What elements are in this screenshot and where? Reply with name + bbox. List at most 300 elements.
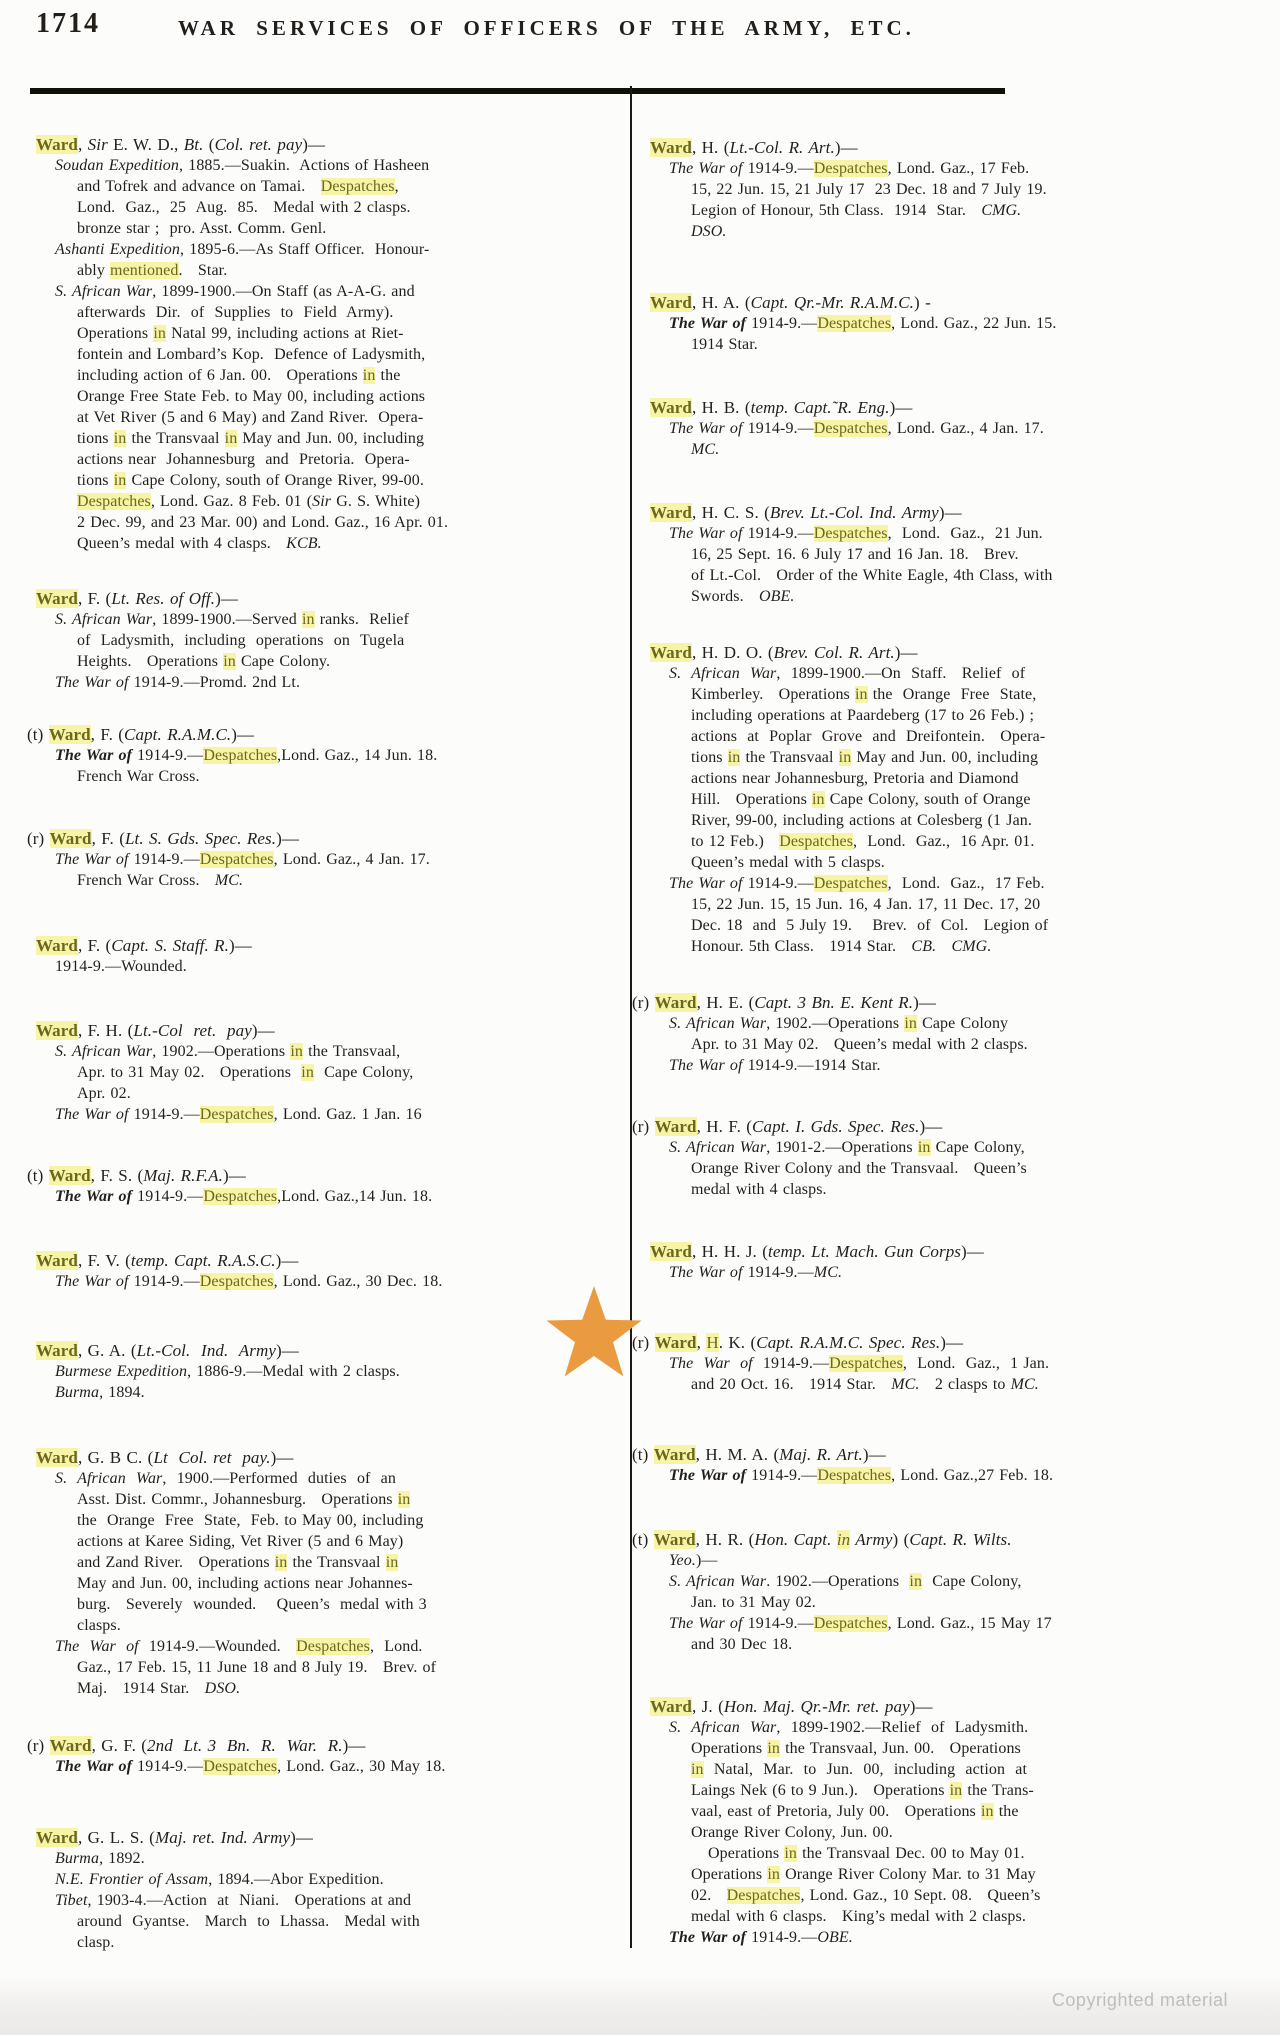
highlighted-text: Ward [650,138,692,157]
text-segment: , 1899-1900.—On Staff (as A-A-G. and [152,283,415,300]
text-segment: DSO. [204,1680,241,1697]
text-segment: )— [215,589,238,608]
text-segment: The War of [55,747,133,764]
text-segment: The War of [669,875,743,892]
text-segment: MC. [214,872,244,889]
text-segment: medal with 4 clasps. [691,1181,827,1198]
right-column [632,137,1057,1948]
entry-header [650,642,995,663]
text-segment: Maj. R.F.A. [143,1166,223,1185]
text-segment: , H. C. S. ( [691,503,770,522]
text-segment: Brev. Lt.-Col. Ind. Army [769,503,939,522]
text-segment: Apr. to 31 May 02. Queen’s medal with 2 clasps. [691,1036,1028,1053]
text-segment: 1914-9.— [132,747,204,764]
text-segment: Lt Col. ret pay. [153,1448,271,1467]
entry-header [27,724,476,745]
text-segment: the Orange Free State, Feb. to May 00, including [77,1512,424,1529]
text-segment: 1914-9.— [742,525,814,542]
entry-header [632,992,995,1013]
text-segment: The War of [669,160,743,177]
text-segment: ,Lond. Gaz.,14 Jun. 18. [277,1188,433,1205]
text-segment: Orange River Colony Mar. to 31 May [779,1866,1036,1883]
text-segment: Yeo. [669,1552,696,1569]
text-segment: The War of [55,851,129,868]
text-segment: 1914-9.—Wounded. [138,1638,297,1655]
text-segment: 1914-9.— [742,420,814,437]
officer-entry [36,1827,476,1953]
entry-line [691,1738,1021,1759]
text-segment: 15, 22 Jun. 15, 21 July 17 23 Dec. 18 and 7 July 19. [691,181,1047,198]
text-segment: May and Jun. 00, including [237,430,425,447]
text-segment: Gaz., 17 Feb. 15, 11 June 18 and 8 July 19. Brev. of [77,1659,437,1676]
text-segment: 1914-9.— [132,1758,204,1775]
text-segment: Sir [87,135,108,154]
entry-line [55,1848,476,1869]
text-segment: , Lond. Gaz., 4 Jan. 17. [273,851,430,868]
officer-entry [650,137,1047,242]
text-segment: River, 99-00, including actions at Colesberg (1 Jan. [691,812,1032,829]
entry-header [27,1165,476,1186]
highlighted-text: in [224,430,238,447]
text-segment: , Lond. Gaz., 4 Jan. 17. [887,420,1044,437]
text-segment: , H. D. O. ( [691,643,774,662]
highlighted-text: Ward [650,643,692,662]
text-segment: S. African War [669,1719,777,1736]
text-segment: MC. [891,1376,920,1393]
entry-line [691,1906,1026,1927]
text-segment: Queen’s medal with 5 clasps. [691,854,885,871]
text-segment: The War of [669,525,743,542]
text-segment: Maj. R. Art. [779,1445,863,1464]
entry-line [77,1573,476,1594]
entry-line [669,1137,1025,1158]
entry-line [669,1550,995,1571]
text-segment: , G. B C. ( [77,1448,154,1467]
text-segment: )— [862,1445,886,1464]
entry-line [55,1186,476,1207]
entry-line [55,1756,476,1777]
text-segment: the Transvaal Dec. 00 to May 01. [796,1845,1025,1862]
highlighted-text: Ward [48,1166,91,1185]
text-segment: , Lond. Gaz. 1 Jan. 16 [273,1106,422,1123]
entry-line [77,407,476,428]
text-segment: including action of 6 Jan. 00. Operations [77,367,363,384]
text-segment: , 1901-2.—Operations [766,1139,918,1156]
highlighted-text: in [917,1139,931,1156]
entry-line [691,1885,1041,1906]
officer-entry [650,1696,1041,1948]
text-segment: bronze star ; pro. Asst. Comm. Genl. [77,220,327,237]
text-segment: The War of [669,315,747,332]
entry-line [691,1759,1028,1780]
text-segment: G. S. White) [331,493,420,510]
text-segment: CB. [911,938,937,955]
entry-line [55,281,476,302]
text-segment: , [394,178,399,195]
highlighted-text: in [980,1803,994,1820]
text-segment: tions [77,430,114,447]
text-segment: S. African War [55,1470,163,1487]
officer-entry [27,1735,476,1777]
text-segment: CMG. [951,938,992,955]
highlighted-text: in [904,1015,917,1032]
entry-line [77,491,476,512]
highlighted-text: Ward [650,1697,692,1716]
entry-line [669,1571,1022,1592]
entry-header [650,1696,995,1717]
highlighted-text: Ward [654,1333,697,1352]
entry-line [691,852,995,873]
highlighted-text: Despatches [813,875,888,892]
entry-line [691,1780,1034,1801]
text-segment: , 1886-9.—Medal with 2 clasps. [187,1363,400,1380]
text-segment: 16, 25 Sept. 16. 6 July 17 and 16 Jan. 18. Brev. [691,546,1019,563]
text-segment: Cape Colony, south of Orange River, 99-00. [126,472,424,489]
entry-line [55,1271,476,1292]
entry-line [691,200,1022,221]
text-segment: May and Jun. 00, including [851,749,1039,766]
entry-line [669,663,1026,684]
text-segment: )— [251,1021,275,1040]
text-segment: MC. [691,441,720,458]
entry-line [55,956,476,977]
entry-line [77,651,476,672]
entry-line [77,386,476,407]
entry-line [55,849,476,870]
text-segment: Operations [691,1866,768,1883]
text-segment: , 1899-1900.—On Staff. Relief of [776,665,1026,682]
text-segment: around Gyantse. March to Lhassa. Medal with [77,1913,420,1930]
entry-line [55,1104,476,1125]
entry-line [77,533,476,554]
entry-line [77,1932,476,1953]
text-segment: Jan. to 31 May 02. [691,1594,816,1611]
text-segment: , Lond. Gaz., 15 May 17 [887,1615,1052,1632]
entry-line [77,1552,476,1573]
entry-line [77,766,476,787]
entry-line [691,915,1049,936]
entry-line [691,894,1041,915]
text-segment: )— [834,138,858,157]
text-segment: 1914-9.—Promd. 2nd Lt. [128,674,301,691]
text-segment: Orange Free State Feb. to May 00, including actions [77,388,426,405]
text-segment: , 1899-1900.—Served [152,611,302,628]
text-segment: and 30 Dec 18. [691,1636,793,1653]
text-segment: , 1894.—Abor Expedition. [208,1871,384,1888]
entry-header [27,1735,476,1756]
entry-header [36,134,476,155]
highlighted-text: in [767,1866,780,1883]
highlighted-text: Despatches [817,1467,892,1484]
text-segment: . Star. [178,262,228,279]
entry-line [55,1890,476,1911]
text-segment: MC. [1010,1376,1039,1393]
highlighted-text: in [727,749,741,766]
header-rule [30,88,1005,94]
page-number: 1714 [36,8,100,39]
text-segment: , 1902.—Operations [152,1043,291,1060]
text-segment: The War of [669,1929,747,1946]
highlighted-text: Ward [48,725,91,744]
text-segment: ) - [914,293,931,312]
entry-header [650,137,995,158]
entry-line [55,1382,476,1403]
text-segment: The War of [669,1615,743,1632]
text-segment: , F. ( [90,725,125,744]
entry-line [691,221,995,242]
text-segment: , Lond. Gaz., 30 May 18. [277,1758,446,1775]
text-segment: , Lond. Gaz. 8 Feb. 01 ( [150,493,313,510]
entry-header [650,397,995,418]
highlighted-text: in [784,1845,797,1862]
officer-entry [650,397,1044,460]
text-segment: The War of [669,420,743,437]
highlighted-text: in [113,430,127,447]
highlighted-text: Despatches [199,1106,274,1123]
text-segment: 1914-9.— [746,315,818,332]
text-segment: of Lt.-Col. Order of the White Eagle, 4th Class, with [691,567,1053,584]
highlighted-text: Ward [653,1530,696,1549]
text-segment: Hon. Capt. [754,1530,837,1549]
highlighted-text: in [949,1782,963,1799]
entry-line [77,176,476,197]
text-segment: KCB. [286,535,322,552]
text-segment: 1914-9.— [746,1929,818,1946]
text-segment: Cape Colony. [235,653,331,670]
entry-header [650,502,995,523]
text-segment: the Transvaal [126,430,225,447]
entry-header [632,1116,995,1137]
highlighted-text: Ward [36,589,78,608]
entry-line [77,323,476,344]
text-segment: Hill. Operations [691,791,812,808]
text-segment: Cape Colony, [313,1064,414,1081]
officer-entry [650,1241,995,1283]
text-segment: Swords. [691,588,760,605]
text-segment: Capt. R.A.M.C. [124,725,232,744]
text-segment: The War of [55,1758,133,1775]
text-segment: ) ( [892,1530,910,1549]
text-segment: Apr. to 31 May 02. Operations [77,1064,302,1081]
officer-entry [632,992,1028,1076]
text-segment: S. African War [55,611,153,628]
text-segment: ably [77,262,111,279]
text-segment: , F. H. ( [77,1021,134,1040]
highlighted-text: Despatches [779,833,854,850]
text-segment: at Vet River (5 and 6 May) and Zand River. Opera- [77,409,424,426]
entry-line [691,1374,1039,1395]
entry-line [55,1041,476,1062]
text-segment: , [696,1333,707,1352]
text-segment: 1914-9.— [132,1188,204,1205]
text-segment: Lt.-Col ret. pay [133,1021,252,1040]
entry-header [36,935,476,956]
text-segment: OBE. [817,1929,853,1946]
text-segment: . 1902.—Operations [766,1573,910,1590]
text-segment: , 1899-1902.—Relief of Ladysmith. [776,1719,1029,1736]
text-segment: Army [850,1530,893,1549]
entry-line [669,418,1044,439]
highlighted-text: Ward [654,1117,697,1136]
entry-line [77,1594,476,1615]
text-segment: Burma [55,1850,100,1867]
text-segment: temp. Lt. Mach. Gun Corps [768,1242,962,1261]
text-segment: S. African War [669,665,777,682]
text-segment: Tibet [55,1892,88,1909]
entry-line [691,936,995,957]
entry-line [77,1062,476,1083]
text-segment: N.E. Frontier of Assam [55,1871,209,1888]
text-segment: 2 Dec. 99, and 23 Mar. 00) and Lond. Gaz., 16 Apr. 01. [77,514,449,531]
text-segment: Natal 99, including actions at Riet- [165,325,404,342]
text-segment: , F. V. ( [77,1251,131,1270]
highlighted-text: Despatches [203,747,278,764]
highlighted-text: Ward [36,936,78,955]
text-segment: , Lond. Gaz., 17 Feb. [887,160,1030,177]
text-segment: E. W. D., [107,135,184,154]
highlighted-text: in [362,367,376,384]
text-segment: (t) [27,725,49,744]
entry-header [36,1020,476,1041]
text-segment: The War of [669,1355,753,1372]
entry-line [669,1353,1050,1374]
text-segment: Operations [708,1845,785,1862]
entry-line [55,1869,476,1890]
text-segment: (t) [632,1530,654,1549]
entry-header [632,1332,995,1353]
text-segment: , [77,135,88,154]
text-segment: , H. F. ( [696,1117,753,1136]
text-segment: the Transvaal, [302,1043,401,1060]
text-segment: Lt.-Col. Ind. Army [136,1341,276,1360]
text-segment: Bt. [183,135,204,154]
officer-entry [36,1447,476,1699]
text-segment: , F. S. ( [90,1166,144,1185]
highlighted-text: in [691,1761,704,1778]
text-segment: CMG. [981,202,1022,219]
entry-line [691,565,1053,586]
text-segment: , H. E. ( [696,993,755,1012]
text-segment: , H. B. ( [691,398,751,417]
highlighted-text: Despatches [829,1355,903,1372]
highlighted-text: in [812,791,825,808]
text-segment: , F. ( [77,936,112,955]
text-segment: Lt.-Col. R. Art. [729,138,835,157]
entry-line [55,609,476,630]
text-segment: )— [302,135,326,154]
text-segment: , Lond. Gaz., 1 Jan. [902,1355,1050,1372]
text-segment: 1914-9.— [742,1264,814,1281]
text-segment: clasp. [77,1934,115,1951]
text-segment: Burmese Expedition [55,1363,188,1380]
text-segment: Heights. Operations [77,653,224,670]
highlighted-text: Despatches [203,1188,278,1205]
entry-line [691,1179,995,1200]
highlighted-text: Ward [36,1448,78,1467]
text-segment: 1914-9.—Wounded. [55,958,187,975]
text-segment: the Transvaal [740,749,839,766]
entry-line [77,512,476,533]
text-segment: Cape Colony, [930,1139,1025,1156]
entry-line [691,768,1019,789]
officer-entry [650,502,1053,607]
text-segment: , Lond. Gaz.,27 Feb. 18. [891,1467,1054,1484]
text-segment: S. African War [55,1043,153,1060]
text-segment: )— [275,1251,299,1270]
entry-line [691,726,1046,747]
text-segment: Capt. I. Gds. Spec. Res. [752,1117,920,1136]
entry-line [691,831,1035,852]
entry-line [691,1634,995,1655]
officer-entry [632,1529,1052,1655]
text-segment: , H. H. J. ( [691,1242,768,1261]
text-segment: 1914-9.— [746,1467,818,1484]
text-segment: , F. ( [91,829,125,848]
text-segment: actions at Karee Siding, Vet River (5 and 6 May) [77,1533,404,1550]
entry-line [669,1717,1029,1738]
text-segment: Queen’s medal with 4 clasps. [77,535,287,552]
entry-line [77,449,476,470]
entry-line [691,1864,1036,1885]
entry-header [650,1241,995,1262]
text-segment: and 20 Oct. 16. 1914 Star. [691,1376,892,1393]
text-segment: S. African War [669,1573,767,1590]
text-segment: S. African War [55,283,153,300]
text-segment: 2 clasps to [919,1376,1011,1393]
text-segment: S. African War [669,1015,767,1032]
left-column [27,134,476,1953]
entry-line [691,1592,995,1613]
text-segment: , J. ( [691,1697,724,1716]
highlighted-text: Ward [36,1021,78,1040]
text-segment: the Orange Free State, [867,686,1037,703]
entry-header [650,292,995,313]
entry-line [55,745,476,766]
entry-line [77,470,476,491]
entry-line [77,1083,476,1104]
highlighted-text: Ward [49,1736,92,1755]
text-segment: Natal, Mar. to Jun. 00, including action at [703,1761,1028,1778]
text-segment: , 1892. [99,1850,145,1867]
highlighted-text: in [855,686,868,703]
highlighted-text: in [290,1043,303,1060]
text-segment: , H. M. A. ( [695,1445,780,1464]
entry-line [708,1843,1025,1864]
text-segment: 1914-9.— [752,1355,830,1372]
highlighted-text: Despatches [199,1273,274,1290]
text-segment: )— [342,1736,366,1755]
text-segment: 1914-9.— [742,875,814,892]
column-divider [630,86,632,1948]
text-segment: MC. [813,1264,843,1281]
text-segment: )— [894,643,918,662]
text-segment: (t) [632,1445,654,1464]
entry-line [691,544,1019,565]
text-segment: Capt. R. Wilts. [909,1530,1012,1549]
entry-line [77,1489,476,1510]
entry-line [669,158,1030,179]
text-segment: )— [940,1333,964,1352]
officer-entry [650,292,1057,355]
text-segment: Dec. 18 and 5 July 19. Brev. of Col. Legion of [691,917,1049,934]
text-segment: OBE. [759,588,795,605]
highlighted-text: in [223,653,236,670]
text-segment: 1914-9.— [742,1615,814,1632]
entry-line [55,1636,476,1657]
text-segment: clasps. [77,1617,121,1634]
text-segment: , 1894. [99,1384,145,1401]
text-segment: S. African War [669,1139,767,1156]
